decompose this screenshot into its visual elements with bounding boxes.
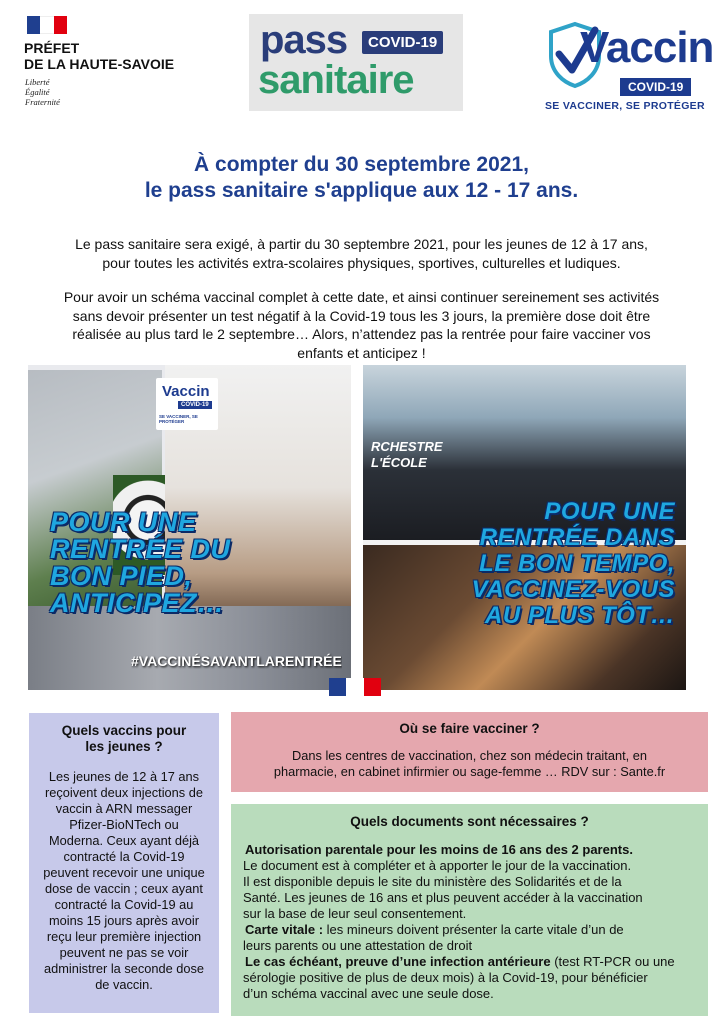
page-title (0, 152, 723, 204)
motto-liberte: Liberté (25, 77, 50, 87)
documents-text (243, 842, 703, 1002)
vaccines-text-line: de vaccin. (95, 977, 153, 992)
shirt-text-line: RCHESTRE (371, 439, 443, 454)
intro-p1-line: pour toutes les activités extra-scolaires physiques, sportives, culturelles et ludiques. (102, 254, 621, 271)
vaccines-text-line: dose de vaccin ; ceux ayant (45, 881, 203, 896)
collage-flag-icon (329, 678, 381, 696)
where-text-line: Dans les centres de vaccination, chez son médecin traitant, en (292, 748, 647, 763)
slogan-right-line: AU PLUS TÔT… (485, 602, 675, 629)
slogan-right (470, 499, 675, 629)
slogan-left-line: ANTICIPEZ… (50, 588, 225, 618)
vaccines-text-line: contracté la Covid-19 (63, 849, 185, 864)
mini-logo-word: Vaccin (162, 383, 210, 400)
prior-infection-label: Le cas échéant, preuve d’une infection antérieure (245, 954, 551, 969)
slogan-left-line: POUR UNE (50, 507, 197, 537)
vaccines-text-line: Pfizer-BioNTech ou (69, 817, 179, 832)
vaccines-text (29, 769, 219, 993)
vaccines-text-line: Moderna. Ceux ayant déjà (48, 833, 200, 848)
title-line-2: le pass sanitaire s'applique aux 12 - 17 ans. (144, 179, 579, 202)
pass-logo-word-pass: pass (260, 18, 348, 62)
vaccines-text-line: peuvent ne pas se voir (59, 945, 189, 960)
where-text (231, 748, 708, 780)
vaccin-logo-badge: COVID-19 (620, 78, 691, 96)
shirt-text-line: L'ÉCOLE (371, 455, 427, 470)
slogan-right-line: POUR UNE (544, 498, 675, 525)
pass-logo-word-sanitaire: sanitaire (258, 58, 414, 102)
slogan-right-line: VACCINEZ-VOUS (471, 576, 675, 603)
vaccin-mini-logo (156, 378, 218, 430)
intro-p2-line: Pour avoir un schéma vaccinal complet à cette date, et ainsi continuer sereinement ses activités (63, 289, 660, 305)
documents-text-line: d’un schéma vaccinal avec une seule dose. (243, 986, 494, 1001)
motto-fraternite: Fraternité (25, 97, 60, 107)
where-heading: Où se faire vacciner ? (399, 721, 540, 736)
vaccines-heading-line: les jeunes ? (85, 739, 163, 754)
campaign-photo-collage (28, 365, 686, 695)
mini-logo-badge: COVID-19 (178, 401, 212, 409)
prefecture-name (24, 40, 174, 72)
parental-authorization-label: Autorisation parentale pour les moins de 16 ans des 2 parents. (245, 842, 633, 857)
vaccines-text-line: reçu leur première injection (46, 929, 202, 944)
pass-logo-badge: COVID-19 (362, 31, 443, 54)
prefecture-line-1: PRÉFET (24, 40, 80, 56)
documents-text-line: (test RT-PCR ou une (550, 954, 675, 969)
orchestra-shirt-text (371, 439, 443, 471)
documents-text-line: Il est disponible depuis le site du ministère des Solidarités et de la (243, 874, 622, 889)
slogan-right-line: RENTRÉE DANS (479, 524, 675, 551)
documents-text-line: sur la base de leur seul consentement. (243, 906, 467, 921)
carte-vitale-label: Carte vitale : (245, 922, 324, 937)
slogan-left-line: BON PIED, (50, 561, 193, 591)
intro-p1-line: Le pass sanitaire sera exigé, à partir du 30 septembre 2021, pour les jeunes de 12 à 17 ans, (75, 236, 648, 252)
vaccines-text-line: contracté la Covid-19 au (54, 897, 194, 912)
documents-heading: Quels documents sont nécessaires ? (350, 814, 589, 829)
vaccines-heading (29, 723, 219, 755)
title-line-1: À compter du 30 septembre 2021, (194, 153, 529, 176)
intro-p2-line: enfants et anticipez ! (297, 344, 426, 361)
french-flag-icon (27, 16, 67, 34)
slogan-left (50, 509, 231, 617)
slogan-right-line: LE BON TEMPO, (479, 550, 675, 577)
vaccines-text-line: vaccin à ARN messager (55, 801, 193, 816)
intro-paragraph-2 (40, 288, 683, 362)
vaccines-text-line: Les jeunes de 12 à 17 ans (48, 769, 200, 784)
info-box-documents (231, 804, 708, 1016)
vaccin-logo-word: Vaccin (580, 23, 714, 72)
info-box-where (231, 712, 708, 792)
where-text-line: pharmacie, en cabinet infirmier ou sage-femme … RDV sur : Sante.fr (273, 764, 666, 779)
slogan-left-line: RENTRÉE DU (50, 534, 231, 564)
vaccines-text-line: reçoivent deux injections de (45, 785, 203, 800)
photo-climbing-wall (28, 606, 351, 690)
intro-p2-line: réalisée au plus tard le 2 septembre… Alors, n’attendez pas la rentrée pour faire vacciner vos (72, 326, 651, 342)
republic-motto (25, 77, 60, 107)
vaccines-text-line: peuvent recevoir une unique (43, 865, 205, 880)
vaccines-text-line: administrer la seconde dose (43, 961, 205, 976)
intro-paragraph-1 (40, 235, 683, 272)
intro-p2-line: sans devoir présenter un test négatif à la Covid-19 tous les 3 jours, la première dose doit être (72, 307, 651, 324)
vaccines-heading-line: Quels vaccins pour (61, 723, 187, 738)
info-box-vaccines (29, 713, 219, 1013)
documents-text-line: Le document est à compléter et à apporter le jour de la vaccination. (243, 858, 632, 873)
vaccines-text-line: moins 15 jours après avoir (48, 913, 200, 928)
motto-egalite: Égalité (25, 87, 50, 97)
documents-text-line: leurs parents ou une attestation de droit (243, 938, 473, 953)
prefecture-line-2: DE LA HAUTE-SAVOIE (24, 56, 175, 72)
documents-text-line: sérologie positive de plus de deux mois) à la Covid-19, pour bénéficier (243, 970, 648, 985)
vaccin-logo-tagline: SE VACCINER, SE PROTÉGER (545, 100, 705, 112)
mini-logo-tagline: SE VACCINER, SE PROTÉGER (159, 414, 198, 424)
documents-text-line: Santé. Les jeunes de 16 ans et plus peuvent accéder à la vaccination (243, 890, 643, 905)
documents-text-line: les mineurs doivent présenter la carte vitale d’un de (323, 922, 624, 937)
campaign-hashtag: #VACCINÉSAVANTLARENTRÉE (131, 653, 342, 669)
